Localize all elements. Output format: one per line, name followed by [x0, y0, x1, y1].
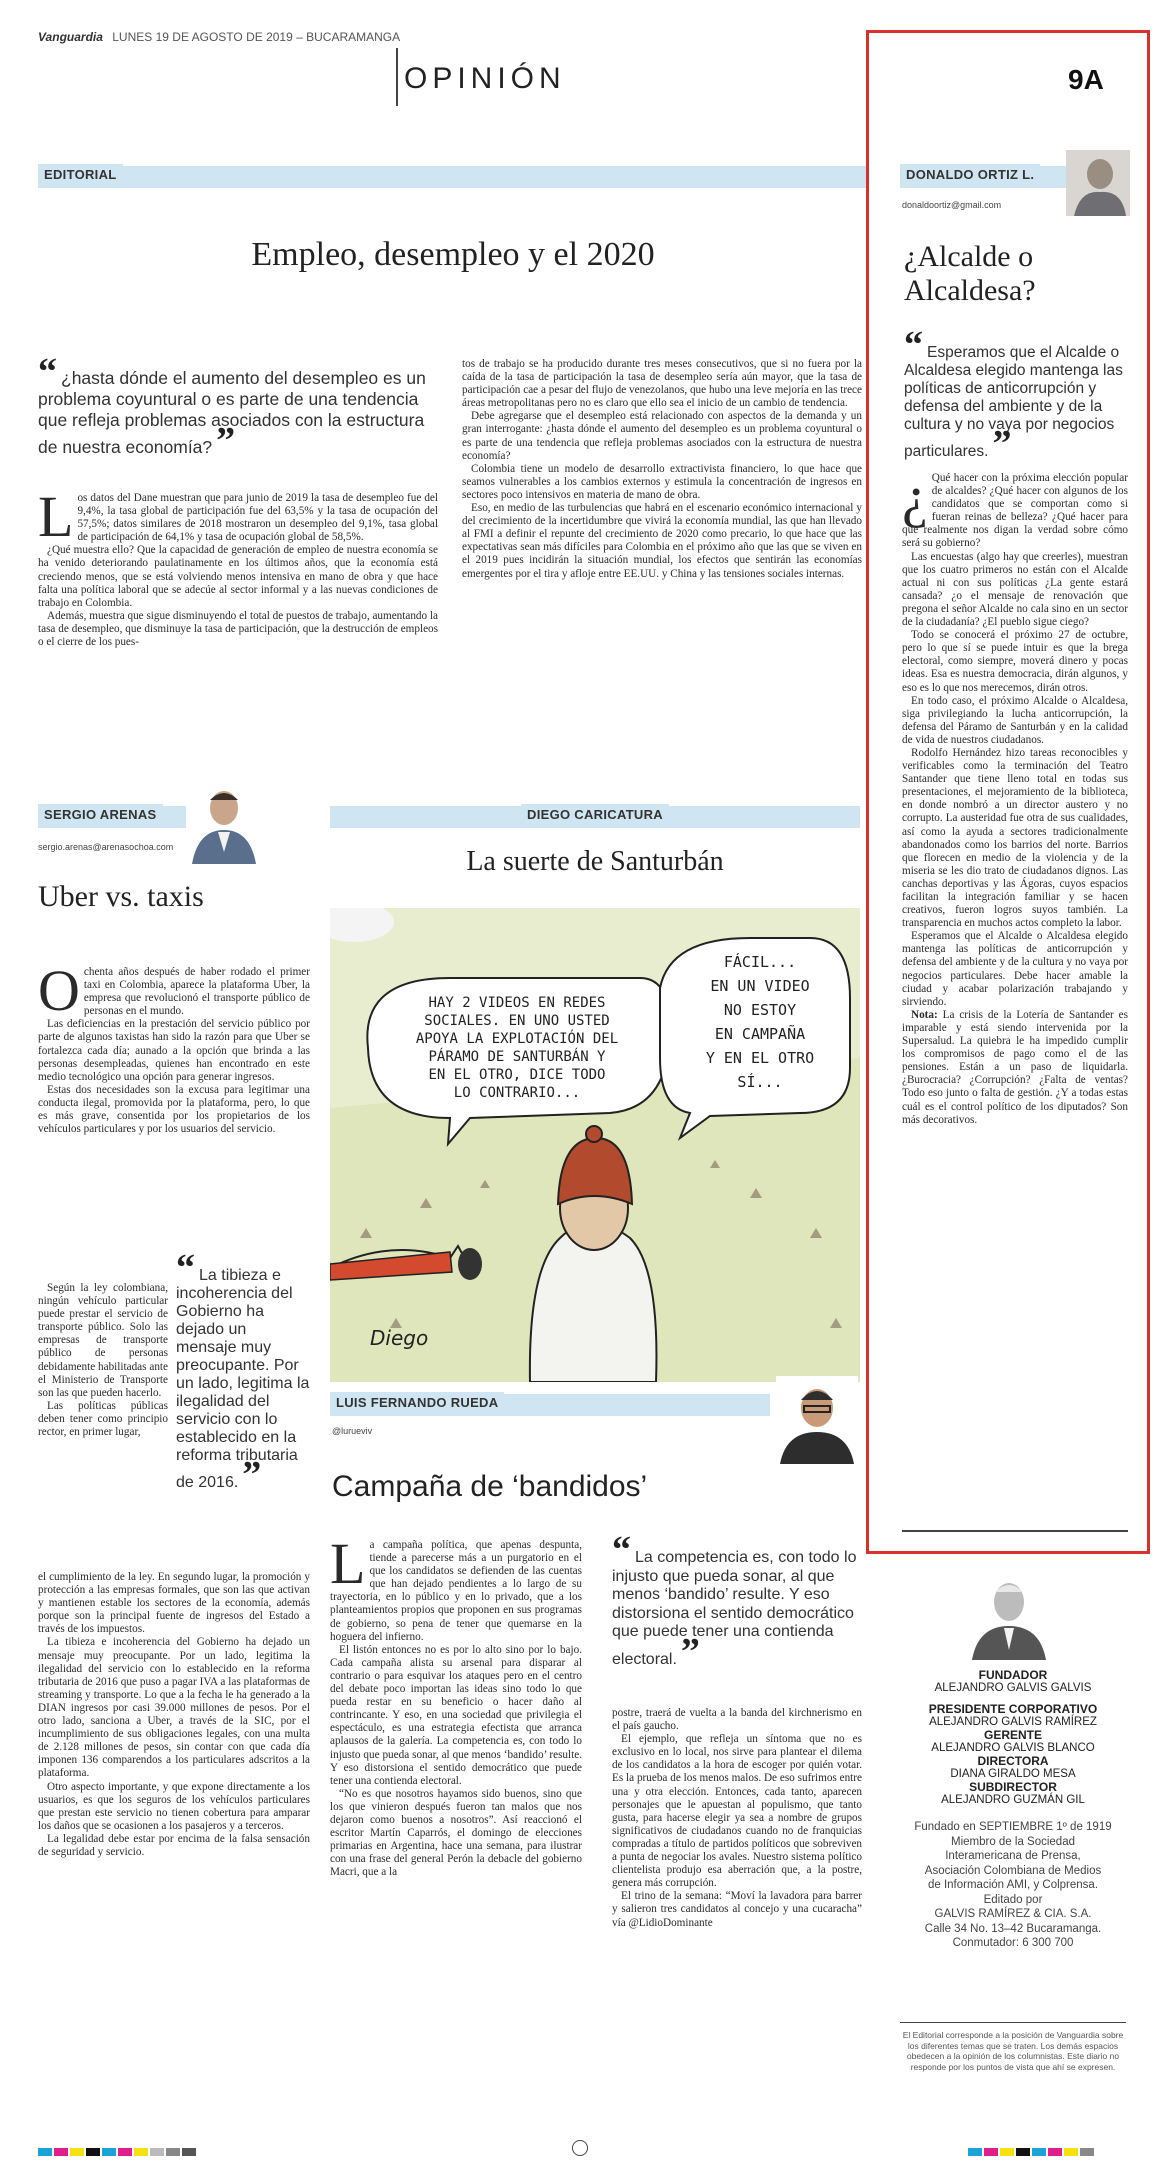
arenas-narrow-column: [38, 1282, 168, 1439]
paragraph: Eso, en medio de las turbulencias que habrá en el escenario económico internacional y del crecimiento de la incertidumbre que vivirá la economía mundial, las que han llevado al FMI a definir el repunte del crecimiento de 2020 como precario, lo que hace que las expectativas sean más difíciles para Colombia en el próximo año que las que se viven en el 2019 pues incidirán la situación mundial, los efectos que sentirán las economías emergentes por el tira y afloje entre EE.UU. y China y las tensiones sociales internas.: [462, 502, 862, 580]
paragraph: ¿ Qué hacer con la próxima elección popular de alcaldes? ¿Qué hacer con algunos de los candidatos que se comportan como si fueran reinas de belleza? ¿Qué hacer para que realmente nos digan la verdad sobre cómo será su gobierno?: [902, 464, 1128, 550]
masthead: [900, 1668, 1126, 1951]
arenas-avatar: [186, 778, 262, 864]
paragraph: Debe agregarse que el desempleo está relacionado con aspectos de la demanda y un gran interrogante: ¿hasta dónde el aumento del desempleo es un problema coyuntural o es parte de una tendencia que refleja problemas asociados con la estructura de nuestra economía?: [462, 410, 862, 462]
paragraph: La legalidad debe estar por encima de la falsa sensación de seguridad y servicio.: [38, 1832, 310, 1858]
drop-cap: ¿: [902, 464, 928, 529]
rueda-author: LUIS FERNANDO RUEDA: [330, 1392, 504, 1413]
rueda-pullquote: [612, 1529, 862, 1673]
bubble-left-line: HAY 2 VIDEOS EN REDES: [428, 995, 606, 1011]
paragraph: Nota: La crisis de la Lotería de Santander es imparable y está siendo intervenida por la Supersalud. La quiebra le ha impedido cumplir los compromisos de pago como el de las pensiones. Están a un paso de liquidarla. ¿Burocracia? ¿Corrupción? ¿Falta de ventas? Todo eso junto o falta de gestión. ¿Y a todas estas cuál es el control político de los diputados? Son más decorativos.: [902, 1008, 1128, 1126]
masthead-role: GERENTE: [983, 1728, 1042, 1742]
masthead-role: PRESIDENTE CORPORATIVO: [928, 1702, 1098, 1716]
dateline-bar: [38, 30, 400, 44]
paragraph: Además, muestra que sigue disminuyendo el total de puestos de trabajo, aumentando la tasa de desempleo, que disminuye la tasa de participación, que la destrucción de empleos o el cierre de los pues-: [38, 609, 438, 649]
close-quote-icon: ”: [216, 420, 236, 462]
bubble-left-line: LO CONTRARIO...: [453, 1085, 581, 1101]
paragraph: Las políticas públicas deben tener como principio rector, en primer lugar,: [38, 1399, 168, 1439]
section-title: OPINIÓN: [404, 62, 566, 95]
cartoon-title: La suerte de Santurbán: [466, 846, 724, 877]
rueda-band: [330, 1394, 770, 1416]
masthead-role: SUBDIRECTOR: [969, 1780, 1057, 1794]
bubble-right-line: NO ESTOY: [723, 1001, 797, 1019]
rueda-column-2: [612, 1707, 862, 1930]
masthead-name: ALEJANDRO GALVIS RAMÍREZ: [929, 1716, 1097, 1728]
masthead-name: ALEJANDRO GALVIS GALVIS: [934, 1682, 1092, 1694]
paragraph: tos de trabajo se ha producido durante tres meses consecutivos, que si no fuera por la caída de la tasa de participación la tasa de desempleo sería aún mayor, que la tasa de participación cae a pesar del flujo de venezolanos, que hubo una leve mejoría en las trece áreas metropolitanas pero no es claro que ello sea el inicio de un cambio de tendencia.: [462, 358, 862, 410]
masthead-name: DIANA GIRALDO MESA: [950, 1768, 1076, 1780]
rueda-handle: @lurueviv: [332, 1426, 373, 1436]
paragraph: postre, traerá de vuelta a la banda del kirchnerismo en el país gaucho.: [612, 1707, 862, 1733]
bubble-left-line: PÁRAMO DE SANTURBÁN Y: [428, 1049, 606, 1065]
bubble-right-line: FÁCIL...: [723, 953, 797, 971]
paragraph: Estas dos necesidades son la excusa para legitimar una conducta ilegal, promovida por la plataforma, pero, lo que es más grave, consentida por los propietarios de los vehículos particulares y por los usuarios del servicio.: [38, 1083, 310, 1136]
ortiz-email: donaldoortiz@gmail.com: [902, 200, 1002, 210]
brand-name: Vanguardia: [38, 30, 103, 44]
paragraph: Según la ley colombiana, ningún vehículo particular puede prestar el servicio de transporte público. Solo las empresas de transporte público de personas debidamente habilitadas ante el Ministerio de Transporte son las que pueden hacerlo.: [38, 1282, 168, 1399]
paragraph: Ochenta años después de haber rodado el primer taxi en Colombia, aparece la plataforma Uber, la empresa que revolucionó el transporte público de personas en el mundo.: [38, 958, 310, 1023]
color-strip-left: [38, 2143, 198, 2161]
disclaimer: El Editorial corresponde a la posición de Vanguardia sobre los diferentes temas que se traten. Los demás espacios obedecen a la opinión de los columnistas. Este diario no responde por los puntos de vista que ahí se expresen.: [902, 2030, 1124, 2072]
bubble-right-line: SÍ...: [737, 1073, 783, 1091]
rueda-pullquote-text: La competencia es, con todo lo injusto que pueda sonar, al que menos ‘bandido’ resulte. Y eso distorsiona el sentido democrático que puede tener una contienda electoral.: [612, 1549, 857, 1668]
paragraph: El trino de la semana: “Moví la lavadora para barrer y salieron tres candidatos al concejo y una cucaracha” vía @LidioDominante: [612, 1890, 862, 1929]
ortiz-avatar: [1066, 150, 1130, 216]
paragraph: Colombia tiene un modelo de desarrollo extractivista financiero, lo que hace que seamos vulnerables a los cambios externos y estimula la concentración de ingresos en sectores poco intensivos en materia de mano de obra.: [462, 462, 862, 501]
disclaimer-rule: [900, 2022, 1126, 2023]
page-number: 9A: [1068, 64, 1104, 95]
arenas-pullquote: [176, 1247, 310, 1496]
rueda-avatar: [776, 1376, 858, 1464]
paragraph: “No es que nosotros hayamos sido buenos, sino que los que vinieron después fueron tan malos que nos dejaron como buenos a nosotros”. Así reaccionó el escritor Martín Caparrós, el domingo de elecciones primarias en Argentina, hace una semana, para ilustrar con una frase del general Perón la debacle del gobierno Macri, que a la: [330, 1787, 582, 1879]
paragraph: La campaña política, que apenas despunta, tiende a parecerse más a un purgatorio en el que los candidatos se defienden de las cuentas que han dejado pendientes a lo largo de su trayectoria, en lo público y en lo privado, que a los planteamientos propios que proponen en sus programas de gobierno, so pena de tener que quemarse en la hoguera del infierno.: [330, 1531, 582, 1643]
cartoon-bubble-left: [382, 994, 652, 1102]
arenas-pullquote-text: La tibieza e incoherencia del Gobierno ha dejado un mensaje muy preocupante. Por un lado, legitima la ilegalidad del servicio con lo establecido en la reforma tributaria de 2016.: [176, 1267, 310, 1491]
rueda-column-1: [330, 1531, 582, 1879]
info-line: Interamericana de Prensa,: [945, 1850, 1081, 1862]
paragraph: Las deficiencias en la prestación del servicio público por parte de algunos taxistas han sido la razón para que Uber se fortalezca cada día; aunado a la opción que brinda a las personas desempleadas, quienes han encontrado en este medio tecnológico una opción para generar ingresos.: [38, 1018, 310, 1083]
paragraph: Las encuestas (algo hay que creerles), muestran que los cuatro primeros no están con el Alcalde actual ni con sus políticas ¿La gente estará cansada? ¿o el mensaje de renovación que pregona el señor Alcalde no cala sino en un sector de la ciudadanía? ¿El pueblo sigue ciego?: [902, 550, 1128, 629]
drop-cap: O: [38, 958, 80, 1023]
founder-portrait: [968, 1570, 1050, 1660]
arenas-intro: [38, 958, 310, 1136]
section-divider: [396, 48, 398, 106]
cartoon-signature: Diego: [370, 1326, 429, 1350]
registration-mark-icon: [572, 2140, 588, 2156]
cartoon-image: [330, 908, 860, 1382]
close-quote-icon: ”: [992, 423, 1012, 465]
close-quote-icon: ”: [242, 1454, 262, 1496]
info-line: Asociación Colombiana de Medios: [924, 1864, 1102, 1877]
info-line: Fundado en SEPTIEMBRE 1º de 1919: [914, 1821, 1112, 1833]
rueda-title: Campaña de ‘bandidos’: [332, 1470, 648, 1503]
open-quote-icon: “: [904, 324, 923, 366]
drop-cap: L: [330, 1531, 366, 1596]
ortiz-pullquote: [904, 324, 1130, 465]
info-line: Calle 34 No. 13–42 Bucaramanga.: [924, 1922, 1102, 1935]
info-line: Editado por: [983, 1893, 1043, 1906]
editorial-title: Empleo, desempleo y el 2020: [251, 236, 655, 273]
cartoon-label: DIEGO CARICATURA: [521, 804, 669, 825]
bubble-right-line: EN UN VIDEO: [710, 977, 810, 995]
bubble-right-line: Y EN EL OTRO: [705, 1049, 815, 1067]
paragraph: ¿Qué muestra ello? Que la capacidad de generación de empleo de nuestra economía se ha venido deteriorando paulatinamente en los últimos años, que la economía está creciendo menos, que se está volviendo menos intensiva en mano de obra y que hace falta una política laboral que se adecúe al sector informal y a las nuevas condiciones de trabajo en Colombia.: [38, 544, 438, 609]
paragraph: Esperamos que el Alcalde o Alcaldesa elegido mantenga las políticas de anticorrupción y defensa del ambiente y de la cultura y no vaya por negocios particulares. Debe hacer amable la ciudad y acabar polarización trabajando y sirviendo.: [902, 930, 1128, 1008]
open-quote-icon: “: [176, 1247, 195, 1289]
paragraph-lead: Nota:: [911, 1008, 938, 1021]
paragraph: Todo se conocerá el próximo 27 de octubre, pero lo que sí se puede intuir es que la brega electoral, como siempre, moverá dinero y pocas ideas. Esa es nuestra democracia, dirán algunos, y eso es lo que nos merecemos, dirán otros.: [902, 629, 1128, 694]
cartoon-bubble-right: [680, 950, 840, 1094]
paragraph: Otro aspecto importante, y que expone directamente a los usuarios, es que los seguros de los vehículos particulares que prestan este servicio no tienen cobertura para amparar los daños que se ocasionen a los pasajeros y a terceros.: [38, 1780, 310, 1832]
arenas-rest: [38, 1571, 310, 1859]
paragraph: La tibieza e incoherencia del Gobierno ha dejado un mensaje muy preocupante. Por un lado, legitima la ilegalidad del servicio con lo establecido en la reforma tributaria de 2016 que puso a pagar IVA a las plataformas de streaming y transporte. Lo que a la fecha le ha generado a la DIAN ingresos por casi 39.000 millones de pesos. Por el otro lado, sanciona a Uber, a través de la SIC, por el incumplimiento de sus obligaciones legales, con una multa de 2.128 millones de pesos, sin contar con que cada día imponen 136 comparendos a los particulares adscritos a la plataforma.: [38, 1636, 310, 1780]
close-quote-icon: ”: [680, 1630, 700, 1673]
paragraph: el cumplimiento de la ley. En segundo lugar, la promoción y protección a las empresas formales, que son las que activan y mantienen estable los sectores de la economía, además porque son la principal fuente de ingresos del Estado a través de los impuestos.: [38, 1571, 310, 1636]
arenas-title: Uber vs. taxis: [38, 880, 204, 913]
masthead-name: ALEJANDRO GUZMÁN GIL: [941, 1794, 1085, 1806]
bubble-left-line: APOYA LA EXPLOTACIÓN DEL: [415, 1031, 619, 1047]
arenas-author: SERGIO ARENAS: [38, 804, 163, 825]
editorial-column-2: [462, 358, 862, 581]
editorial-column-1: [38, 484, 438, 649]
ortiz-author: DONALDO ORTIZ L.: [900, 164, 1040, 185]
open-quote-icon: “: [38, 351, 57, 393]
arenas-email: sergio.arenas@arenasochoa.com: [38, 842, 174, 852]
color-strip-right: [968, 2143, 1096, 2161]
editorial-band: [38, 166, 868, 188]
paragraph: Los datos del Dane muestran que para junio de 2019 la tasa de desempleo fue del 9,4%, la tasa global de participación fue del 63,5% y la tasa de ocupación del 57,5%; datos similares de 2018 mostraron un desempleo del 9,1%, tasa global de participación de 64,1% y tasa de ocupación global de 58,5%.: [38, 484, 438, 549]
ortiz-title: ¿Alcalde o Alcaldesa?: [904, 240, 1036, 307]
info-line: Miembro de la Sociedad: [950, 1835, 1075, 1848]
masthead-role: DIRECTORA: [977, 1754, 1049, 1768]
bubble-right-line: EN CAMPAÑA: [714, 1025, 806, 1043]
bubble-left-line: SOCIALES. EN UNO USTED: [424, 1013, 610, 1029]
paragraph: En todo caso, el próximo Alcalde o Alcaldesa, siga privilegiando la lucha anticorrupción, la defensa del Páramo de Santurbán y en la calidad de vida de nuestros ciudadanos.: [902, 694, 1128, 746]
editorial-pullquote: [38, 351, 438, 462]
bubble-left-line: EN EL OTRO, DICE TODO: [428, 1067, 606, 1083]
ortiz-body: [902, 464, 1128, 1127]
paragraph: Rodolfo Hernández hizo tareas reconocibles y verificables como la terminación del Teatro Santander que tiene lleno total en todas sus presentaciones, el mejoramiento de la biblioteca, en donde nombró a un director austero y no corrupto. La austeridad fue otra de sus cualidades, así como la ayuda a sectores tradicionalmente abandonados como los barrios del norte. Barrios que florecen en medio de la violencia y de la miseria se les dio trato de ciudadanos dignos. Las canchas deportivas y las Ágoras, cuyos espacios facilitan la integración familiar y se hacen creativos, fueron logros suyos también. La transparencia en muchos actos completo la labor.: [902, 746, 1128, 930]
ortiz-end-rule: [902, 1530, 1128, 1532]
open-quote-icon: “: [612, 1529, 631, 1571]
info-line: GALVIS RAMÍREZ & CIA. S.A.: [934, 1908, 1092, 1920]
masthead-role: FUNDADOR: [978, 1668, 1048, 1682]
info-line: Conmutador: 6 300 700: [952, 1937, 1074, 1949]
editorial-pullquote-text: ¿hasta dónde el aumento del desempleo es un problema coyuntural o es parte de una tendencia que refleja problemas asociados con la estructura de nuestra economía?: [38, 368, 426, 457]
cartoon-band: [330, 806, 860, 828]
editorial-label: EDITORIAL: [38, 164, 123, 185]
drop-cap: L: [38, 484, 74, 549]
paragraph: El listón entonces no es por lo alto sino por lo bajo. Cada campaña alista su arsenal para disparar al contrario o para esquivar los ataques pero en el centro del debate poco importan las ideas sino todo lo que pueda restar en su beneficio o hacer daño al contrincante. Y eso, en una sociedad que privilegia el espectáculo, es una estrategia efectista que arranca aplausos de la galería. La competencia es, con todo lo injusto que pueda sonar, al que menos ‘bandido’ resulte. Y eso distorsiona el sentido democrático que puede tener una contienda electoral.: [330, 1643, 582, 1787]
dateline: LUNES 19 DE AGOSTO DE 2019 – BUCARAMANGA: [112, 30, 401, 44]
masthead-info: [900, 1820, 1126, 1951]
paragraph: El ejemplo, que refleja un síntoma que no es exclusivo en lo local, nos sirve para plantear el dilema de los candidatos a la hora de escoger por quién votar. Es la prueba de los menos malos. De eso sufrimos entre una y otra elección. Entonces, cada tanto, aparecen personajes que le apuestan al populismo, que tanto gusta, para hacerse elegir ya sea a nombre de grupos significativos de ciudadanos cuando no de franquicias compradas a título de partidos políticos que sobreviven a punta de negociar los avales. Nuestro sistema político clientelista produjo esa aberración que, a la postre, genera más corrupción.: [612, 1733, 862, 1890]
masthead-name: ALEJANDRO GALVIS BLANCO: [931, 1742, 1095, 1754]
ortiz-pullquote-text: Esperamos que el Alcalde o Alcaldesa elegido mantenga las políticas de anticorrupción y defensa del ambiente y de la cultura y no vaya por negocios particulares.: [904, 344, 1123, 460]
info-line: de Información AMI, y Colprensa.: [927, 1879, 1099, 1891]
